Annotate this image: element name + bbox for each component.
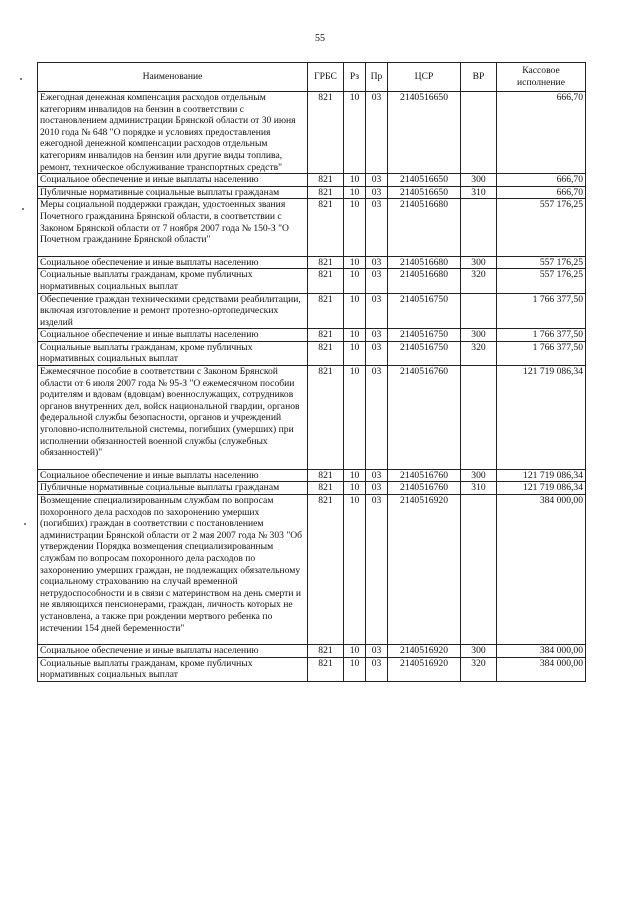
- row-rz: 10: [344, 293, 366, 329]
- row-name: Публичные нормативные социальные выплаты гражданам: [38, 482, 308, 495]
- row-csr: 2140516650: [388, 92, 461, 174]
- row-csr: 2140516680: [388, 256, 461, 269]
- page-number: 55: [315, 33, 325, 44]
- row-csr: 2140516750: [388, 341, 461, 365]
- row-rz: 10: [344, 482, 366, 495]
- row-sum: 121 719 086,34: [497, 469, 586, 482]
- row-vr: 300: [461, 329, 497, 342]
- row-pr: 03: [366, 645, 388, 658]
- row-sum: 557 176,25: [497, 199, 586, 256]
- row-grbs: 821: [308, 199, 344, 256]
- row-grbs: 821: [308, 469, 344, 482]
- row-sum: 666,70: [497, 186, 586, 199]
- row-name: Социальные выплаты гражданам, кроме публичных нормативных социальных выплат: [38, 657, 308, 681]
- row-vr: 300: [461, 469, 497, 482]
- row-name: Публичные нормативные социальные выплаты гражданам: [38, 186, 308, 199]
- row-grbs: 821: [308, 657, 344, 681]
- row-vr: [461, 495, 497, 645]
- header-csr: ЦСР: [388, 63, 461, 92]
- row-rz: 10: [344, 366, 366, 470]
- row-pr: 03: [366, 482, 388, 495]
- row-vr: [461, 199, 497, 256]
- row-vr: [461, 366, 497, 470]
- row-sum: 557 176,25: [497, 269, 586, 293]
- row-csr: 2140516760: [388, 366, 461, 470]
- row-pr: 03: [366, 256, 388, 269]
- row-pr: 03: [366, 366, 388, 470]
- row-pr: 03: [366, 186, 388, 199]
- row-vr: 320: [461, 269, 497, 293]
- row-grbs: 821: [308, 293, 344, 329]
- table-row: [38, 495, 586, 645]
- row-rz: 10: [344, 174, 366, 187]
- row-name: Социальное обеспечение и иные выплаты населению: [38, 645, 308, 658]
- header-pr: Пр: [366, 63, 388, 92]
- row-name: Ежемесячное пособие в соответствии с Законом Брянской области от 6 июля 2007 года № 95-З "О ежемесячном пособии родителям и вдовам (вдовцам) военнослужащих, сотрудников органов внутренних дел, войск национальной гвардии, органов федеральной службы безопасности, органов и учреждений уголовно-исполнительной системы, погибших (умерших) при исполнении обязанностей военной службы (служебных обязанностей)": [38, 366, 308, 470]
- row-rz: 10: [344, 341, 366, 365]
- row-vr: 300: [461, 256, 497, 269]
- table-row: [38, 341, 586, 365]
- header-grbs: ГРБС: [308, 63, 344, 92]
- row-pr: 03: [366, 269, 388, 293]
- table-row: [38, 269, 586, 293]
- row-csr: 2140516650: [388, 174, 461, 187]
- row-vr: 320: [461, 657, 497, 681]
- row-rz: 10: [344, 186, 366, 199]
- row-sum: 1 766 377,50: [497, 293, 586, 329]
- row-name: Социальное обеспечение и иные выплаты населению: [38, 256, 308, 269]
- row-name: Социальные выплаты гражданам, кроме публичных нормативных социальных выплат: [38, 269, 308, 293]
- row-grbs: 821: [308, 329, 344, 342]
- row-pr: 03: [366, 174, 388, 187]
- table-header-row: [38, 63, 586, 92]
- row-csr: 2140516760: [388, 469, 461, 482]
- row-csr: 2140516750: [388, 329, 461, 342]
- row-name: Обеспечение граждан техническими средствами реабилитации, включая изготовление и ремонт протезно-ортопедических изделий: [38, 293, 308, 329]
- row-pr: 03: [366, 329, 388, 342]
- table-row: [38, 186, 586, 199]
- row-grbs: 821: [308, 482, 344, 495]
- row-grbs: 821: [308, 495, 344, 645]
- row-grbs: 821: [308, 186, 344, 199]
- row-pr: 03: [366, 199, 388, 256]
- row-csr: 2140516920: [388, 645, 461, 658]
- row-vr: 320: [461, 341, 497, 365]
- row-pr: 03: [366, 469, 388, 482]
- row-grbs: 821: [308, 341, 344, 365]
- scan-speck: [20, 78, 22, 80]
- table-row: [38, 482, 586, 495]
- row-name: Меры социальной поддержки граждан, удостоенных звания Почетного гражданина Брянской области, в соответствии с Законом Брянской области от 7 ноября 2007 года № 150-З "О Почетном гражданине Брянской области": [38, 199, 308, 256]
- table-row: [38, 199, 586, 256]
- row-rz: 10: [344, 92, 366, 174]
- row-sum: 557 176,25: [497, 256, 586, 269]
- row-csr: 2140516680: [388, 269, 461, 293]
- row-name: Возмещение специализированным службам по вопросам похоронного дела расходов по захоронению умерших (погибших) граждан в соответствии с постановлением администрации Брянской области от 2 мая 2007 года № 303 "Об утверждении Порядка возмещения специализированным службам по вопросам похоронного дела расходов по захоронению умерших граждан, не подлежащих обязательному социальному страхованию на случай временной нетрудоспособности и в связи с материнством на день смерти и не являющихся пенсионерами, граждан, личность которых не установлена, а также при рождении мертвого ребенка по истечении 154 дней беременности": [38, 495, 308, 645]
- row-rz: 10: [344, 495, 366, 645]
- row-csr: 2140516650: [388, 186, 461, 199]
- row-pr: 03: [366, 657, 388, 681]
- table-row: [38, 256, 586, 269]
- row-sum: 666,70: [497, 174, 586, 187]
- header-sum: Кассовое исполнение: [497, 63, 586, 92]
- row-name: Социальное обеспечение и иные выплаты населению: [38, 469, 308, 482]
- scan-speck: [22, 208, 24, 210]
- row-vr: [461, 92, 497, 174]
- row-grbs: 821: [308, 645, 344, 658]
- row-rz: 10: [344, 329, 366, 342]
- row-vr: [461, 293, 497, 329]
- row-rz: 10: [344, 256, 366, 269]
- row-name: Ежегодная денежная компенсация расходов отдельным категориям инвалидов на бензин в соответствии с постановлением администрации Брянской области от 30 июня 2010 года № 648 "О порядке и условиях предоставления ежегодной денежной компенсации расходов отдельным категориям инвалидов на бензин или другие виды топлива, ремонт, техническое обслуживание транспортных средств": [38, 92, 308, 174]
- table-row: [38, 174, 586, 187]
- table-row: [38, 657, 586, 681]
- row-name: Социальное обеспечение и иные выплаты населению: [38, 329, 308, 342]
- row-sum: 666,70: [497, 92, 586, 174]
- row-sum: 1 766 377,50: [497, 329, 586, 342]
- row-sum: 384 000,00: [497, 657, 586, 681]
- row-vr: 310: [461, 186, 497, 199]
- row-sum: 1 766 377,50: [497, 341, 586, 365]
- row-grbs: 821: [308, 256, 344, 269]
- row-sum: 384 000,00: [497, 495, 586, 645]
- row-name: Социальные выплаты гражданам, кроме публичных нормативных социальных выплат: [38, 341, 308, 365]
- row-csr: 2140516920: [388, 657, 461, 681]
- table-row: [38, 92, 586, 174]
- table-row: [38, 366, 586, 470]
- header-name: Наименование: [38, 63, 308, 92]
- row-grbs: 821: [308, 366, 344, 470]
- row-vr: 300: [461, 645, 497, 658]
- table-row: [38, 293, 586, 329]
- row-vr: 300: [461, 174, 497, 187]
- row-csr: 2140516750: [388, 293, 461, 329]
- row-rz: 10: [344, 657, 366, 681]
- row-grbs: 821: [308, 269, 344, 293]
- row-sum: 384 000,00: [497, 645, 586, 658]
- header-rz: Рз: [344, 63, 366, 92]
- row-grbs: 821: [308, 174, 344, 187]
- budget-table: [37, 62, 586, 682]
- row-rz: 10: [344, 269, 366, 293]
- row-rz: 10: [344, 469, 366, 482]
- row-rz: 10: [344, 645, 366, 658]
- scan-speck: [24, 523, 26, 525]
- row-csr: 2140516680: [388, 199, 461, 256]
- row-pr: 03: [366, 341, 388, 365]
- row-vr: 310: [461, 482, 497, 495]
- row-rz: 10: [344, 199, 366, 256]
- row-sum: 121 719 086,34: [497, 482, 586, 495]
- row-csr: 2140516920: [388, 495, 461, 645]
- row-pr: 03: [366, 92, 388, 174]
- row-sum: 121 719 086,34: [497, 366, 586, 470]
- row-grbs: 821: [308, 92, 344, 174]
- row-name: Социальное обеспечение и иные выплаты населению: [38, 174, 308, 187]
- table-row: [38, 645, 586, 658]
- row-csr: 2140516760: [388, 482, 461, 495]
- row-pr: 03: [366, 495, 388, 645]
- table-row: [38, 469, 586, 482]
- table-row: [38, 329, 586, 342]
- header-vr: ВР: [461, 63, 497, 92]
- row-pr: 03: [366, 293, 388, 329]
